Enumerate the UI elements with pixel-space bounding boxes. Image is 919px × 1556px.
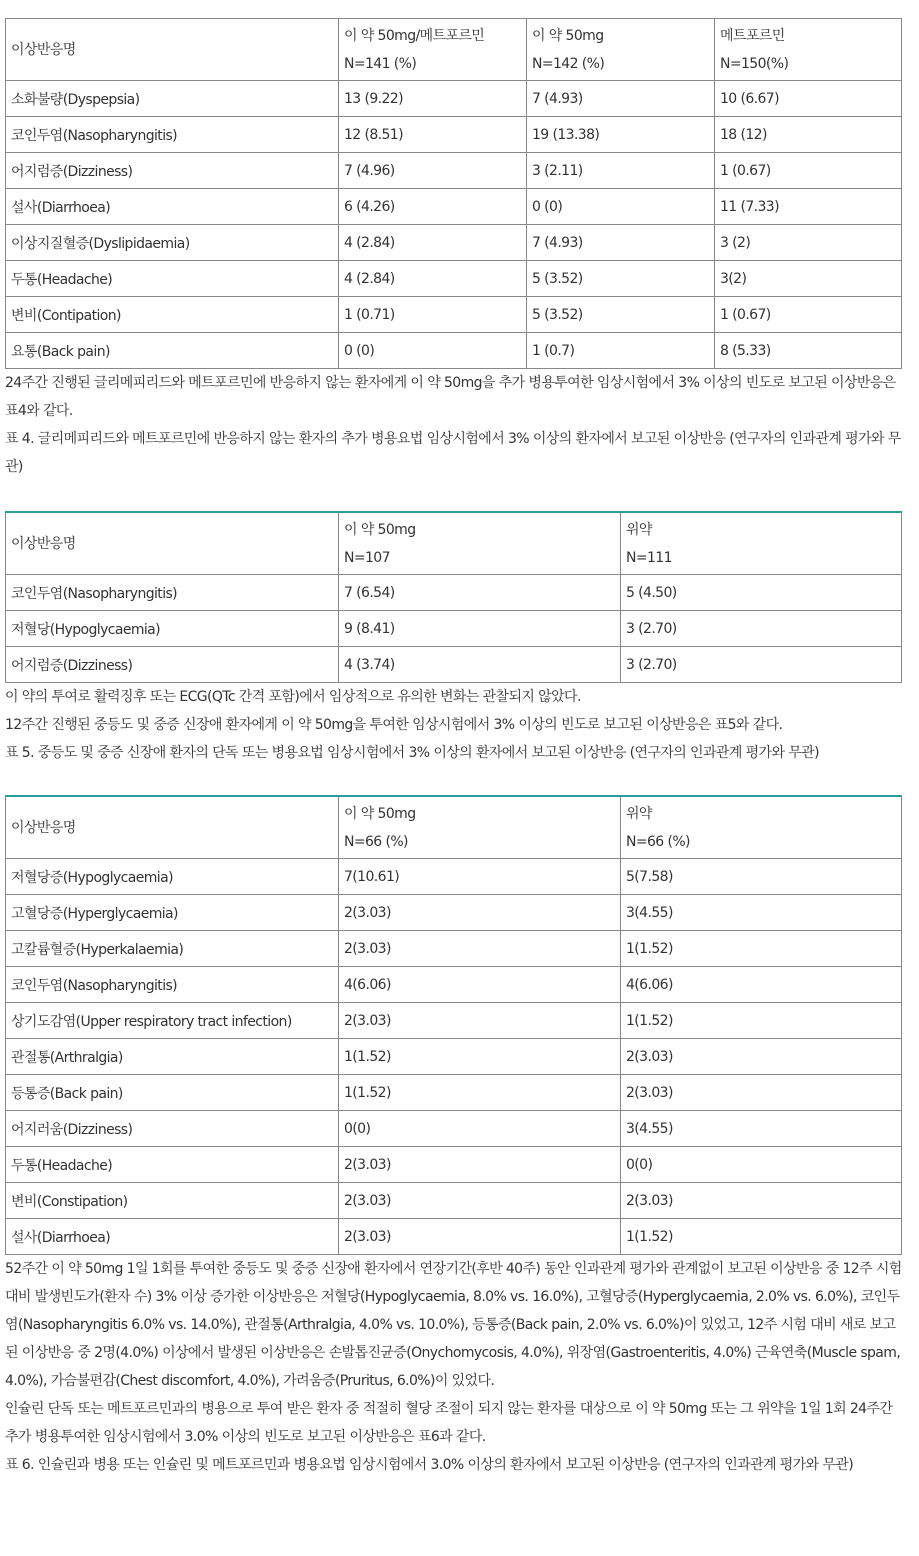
table-row: 상기도감염(Upper respiratory tract infection) 2(3.03) 1(1.52)	[6, 1003, 902, 1039]
header-cell: 이 약 50mg N=66 (%)	[339, 796, 621, 859]
header-cell: 이 약 50mg/메트포르민 N=141 (%)	[339, 19, 527, 81]
table-row: 어지러움(Dizziness) 0(0) 3(4.55)	[6, 1111, 902, 1147]
header-cell: 위약 N=66 (%)	[621, 796, 902, 859]
header-cell: 이 약 50mg N=142 (%)	[527, 19, 715, 81]
table-row: 저혈당증(Hypoglycaemia) 7(10.61) 5(7.58)	[6, 859, 902, 895]
table-row: 코인두염(Nasopharyngitis) 7 (6.54) 5 (4.50)	[6, 575, 902, 611]
table-row: 등통증(Back pain) 1(1.52) 2(3.03)	[6, 1075, 902, 1111]
body-paragraph: 인슐린 단독 또는 메트포르민과의 병용으로 투여 받은 환자 중 적절히 혈당 조절이 되지 않는 환자를 대상으로 이 약 50mg 또는 그 위약을 1일 1회 24주간 추가 병용투여한 임상시험에서 3.0% 이상의 빈도로 보고된 이상반응은 표6과 같다.	[5, 1401, 893, 1445]
table-row: 어지럼증(Dizziness) 4 (3.74) 3 (2.70)	[6, 647, 902, 683]
table-row: 고혈당증(Hyperglycaemia) 2(3.03) 3(4.55)	[6, 895, 902, 931]
table-row: 관절통(Arthralgia) 1(1.52) 2(3.03)	[6, 1039, 902, 1075]
table-row: 요통(Back pain) 0 (0) 1 (0.7) 8 (5.33)	[6, 333, 902, 369]
spacer	[0, 767, 919, 795]
header-cell: 이상반응명	[6, 19, 339, 81]
adverse-reaction-table-3	[5, 18, 902, 369]
header-cell: 이 약 50mg N=107	[339, 512, 621, 575]
table-row: 이상지질혈증(Dyslipidaemia) 4 (2.84) 7 (4.93) 3 (2)	[6, 225, 902, 261]
adverse-reaction-table-4	[5, 511, 902, 683]
table-caption: 표 5. 중등도 및 중증 신장애 환자의 단독 또는 병용요법 임상시험에서 3% 이상의 환자에서 보고된 이상반응 (연구자의 인과관계 평가와 무관)	[5, 745, 819, 761]
table-caption: 표 4. 글리메피리드와 메트포르민에 반응하지 않는 환자의 추가 병용요법 임상시험에서 3% 이상의 환자에서 보고된 이상반응 (연구자의 인과관계 평가와 무관)	[5, 431, 901, 475]
table-row: 두통(Headache) 4 (2.84) 5 (3.52) 3(2)	[6, 261, 902, 297]
body-paragraph: 이 약의 투여로 활력징후 또는 ECG(QTc 간격 포함)에서 임상적으로 유의한 변화는 관찰되지 않았다.	[5, 689, 581, 705]
table-row: 어지럼증(Dizziness) 7 (4.96) 3 (2.11) 1 (0.67)	[6, 153, 902, 189]
table-row: 코인두염(Nasopharyngitis) 4(6.06) 4(6.06)	[6, 967, 902, 1003]
body-paragraph: 12주간 진행된 중등도 및 중증 신장애 환자에게 이 약 50mg을 투여한 임상시험에서 3% 이상의 빈도로 보고된 이상반응은 표5와 같다.	[5, 717, 783, 733]
table-row: 저혈당(Hypoglycaemia) 9 (8.41) 3 (2.70)	[6, 611, 902, 647]
table-row: 고칼륨혈증(Hyperkalaemia) 2(3.03) 1(1.52)	[6, 931, 902, 967]
table-row: 두통(Headache) 2(3.03) 0(0)	[6, 1147, 902, 1183]
spacer	[0, 481, 919, 511]
table-row: 설사(Diarrhoea) 6 (4.26) 0 (0) 11 (7.33)	[6, 189, 902, 225]
header-cell: 위약 N=111	[621, 512, 902, 575]
table-header-row	[6, 19, 902, 81]
table-caption: 표 6. 인슐린과 병용 또는 인슐린 및 메트포르민과 병용요법 임상시험에서 3.0% 이상의 환자에서 보고된 이상반응 (연구자의 인과관계 평가와 무관)	[5, 1457, 854, 1473]
header-cell: 이상반응명	[6, 796, 339, 859]
table-row: 설사(Diarrhoea) 2(3.03) 1(1.52)	[6, 1219, 902, 1255]
table-row: 소화불량(Dyspepsia) 13 (9.22) 7 (4.93) 10 (6.67)	[6, 81, 902, 117]
table-row: 변비(Contipation) 1 (0.71) 5 (3.52) 1 (0.67)	[6, 297, 902, 333]
document-page	[0, 18, 919, 1479]
table-header-row	[6, 512, 902, 575]
table-row: 코인두염(Nasopharyngitis) 12 (8.51) 19 (13.38) 18 (12)	[6, 117, 902, 153]
adverse-reaction-table-5	[5, 795, 902, 1255]
table-header-row	[6, 796, 902, 859]
body-paragraph: 24주간 진행된 글리메피리드와 메트포르민에 반응하지 않는 환자에게 이 약 50mg을 추가 병용투여한 임상시험에서 3% 이상의 빈도로 보고된 이상반응은 표4와 같다.	[5, 375, 896, 419]
table-row: 변비(Constipation) 2(3.03) 2(3.03)	[6, 1183, 902, 1219]
body-paragraph: 52주간 이 약 50mg 1일 1회를 투여한 중등도 및 중증 신장애 환자에서 연장기간(후반 40주) 동안 인과관계 평가와 관계없이 보고된 이상반응 중 12주 시험 대비 발생빈도가(환자 수) 3% 이상 증가한 이상반응은 저혈당(Hypoglycaemia, 8.0% vs. 16.0%), 고혈당증(Hyperglycaemia, 2.0% vs. 6.0%), 코인두염(Nasopharyngitis 6.0% vs. 14.0%), 관절통(Arthralgia, 4.0% vs. 10.0%), 등통증(Back pain, 2.0% vs. 6.0%)이 있었고, 12주 시험 대비 새로 보고된 이상반응 중 2명(4.0%) 이상에서 발생된 이상반응은 손발톱진균증(Onychomycosis, 4.0%), 위장염(Gastroenteritis, 4.0%) 근육연축(Muscle spam, 4.0%), 가슴불편감(Chest discomfort, 4.0%), 가려움증(Pruritus, 6.0%)이 있었다.	[5, 1261, 902, 1389]
header-cell: 메트포르민 N=150(%)	[715, 19, 902, 81]
header-cell: 이상반응명	[6, 512, 339, 575]
